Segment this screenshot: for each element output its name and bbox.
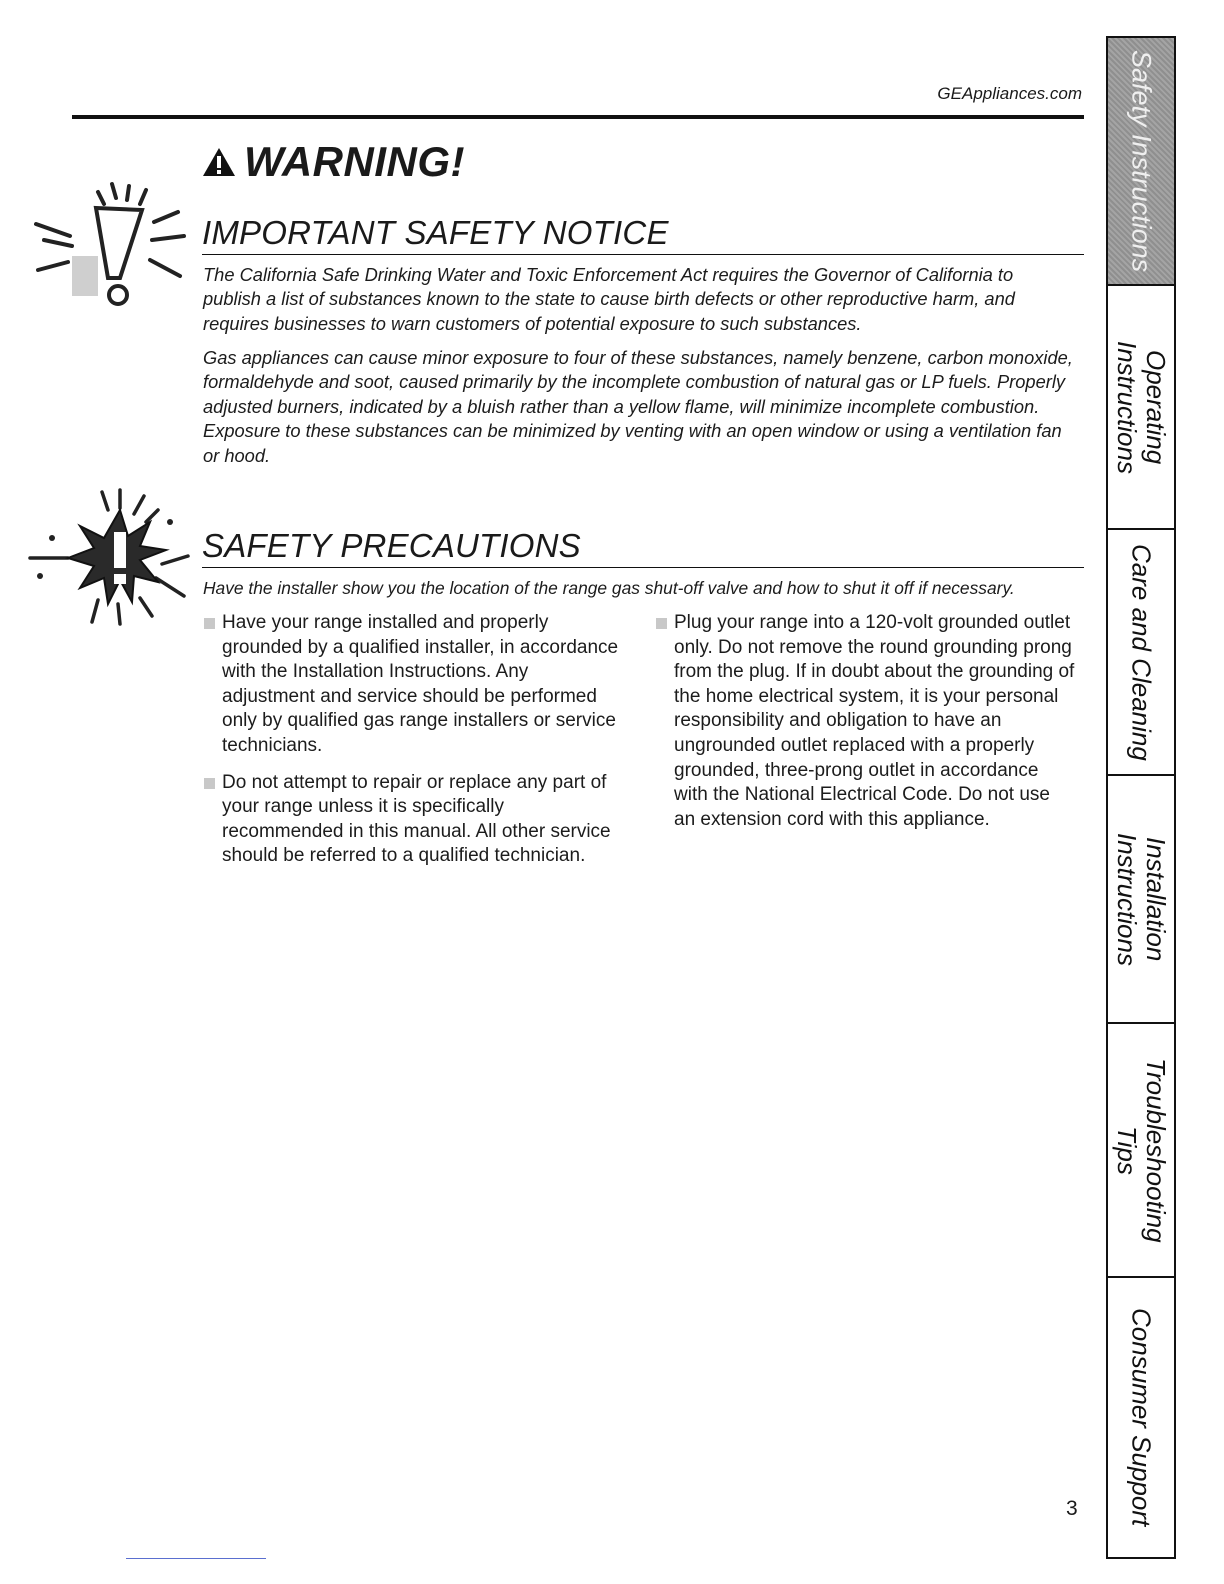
header-rule (72, 115, 1084, 119)
exclamation-burst-icon (34, 180, 194, 320)
list-item (204, 771, 624, 869)
site-url[interactable]: GEAppliances.com (937, 84, 1082, 103)
bullet-square-icon (204, 778, 215, 789)
list-item-text: Plug your range into a 120-volt grounded outlet only. Do not remove the round grounding prong from the plug. If in doubt about the grounding of the home electrical system, it is your personal responsibility and obligation to have an ungrounded outlet replaced with a properly grounded, three-prong outlet in accordance with the National Electrical Code. Do not use an extension cord with this appliance. (674, 612, 1075, 830)
tab-label: Operating Instructions (1112, 340, 1171, 474)
notice-paragraph-2: Gas appliances can cause minor exposure to four of these substances, namely benzene, carbon monoxide, formaldehyde and soot, caused primarily by the incomplete combustion of natural gas or LP fuels. Properly adjusted burners, indicated by a bluish rather than a yellow flame, will minimize incomplete combustion. Exposure to these substances can be minimized by venting with an open window or using a ventilation fan or hood. (203, 347, 1073, 466)
tab-care-and-cleaning[interactable] (1108, 530, 1174, 776)
important-notice-heading: IMPORTANT SAFETY NOTICE (202, 214, 1084, 255)
precautions-left-column (204, 611, 624, 881)
tab-label: Care and Cleaning (1126, 543, 1157, 761)
warning-triangle-icon (202, 147, 236, 177)
section-tab-bar (1106, 36, 1176, 1559)
tab-label: Safety Instructions (1126, 49, 1157, 273)
list-item (656, 611, 1076, 832)
list-item-text: Do not attempt to repair or replace any part of your range unless it is specifically recommended in this manual. All other service should be referred to a qualified technician. (222, 771, 611, 867)
list-item (204, 611, 624, 759)
page-number: 3 (1066, 1497, 1078, 1520)
warning-title-text: WARNING! (244, 138, 465, 185)
bullet-square-icon (204, 618, 215, 629)
tab-consumer-support[interactable] (1108, 1278, 1174, 1557)
footer-rule (126, 1558, 266, 1559)
list-item-text: Have your range installed and properly grounded by a qualified installer, in accordance with the Installation Instructions. Any adjustment and service should be performed only by qualified gas range installers or service technicians. (222, 612, 619, 756)
notice-paragraph-1: The California Safe Drinking Water and Toxic Enforcement Act requires the Governor of California to publish a list of substances known to the state to cause birth defects or other reproductive harm, and requires businesses to warn customers of potential exposure to such substances. (203, 264, 1015, 334)
tab-safety-instructions[interactable] (1108, 38, 1174, 286)
tab-label: Installation Instructions (1112, 832, 1171, 966)
warning-title (202, 138, 465, 186)
tab-label: Troubleshooting Tips (1112, 1057, 1171, 1243)
tab-troubleshooting-tips[interactable] (1108, 1024, 1174, 1278)
tab-installation-instructions[interactable] (1108, 776, 1174, 1024)
exclamation-starburst-icon (28, 488, 198, 628)
safety-precautions-heading: SAFETY PRECAUTIONS (202, 527, 1084, 568)
precautions-intro: Have the installer show you the location of the range gas shut-off valve and how to shut it off if necessary. (203, 578, 1015, 598)
tab-label: Consumer Support (1126, 1308, 1157, 1527)
tab-operating-instructions[interactable] (1108, 286, 1174, 530)
bullet-square-icon (656, 618, 667, 629)
precautions-right-column (656, 611, 1076, 844)
